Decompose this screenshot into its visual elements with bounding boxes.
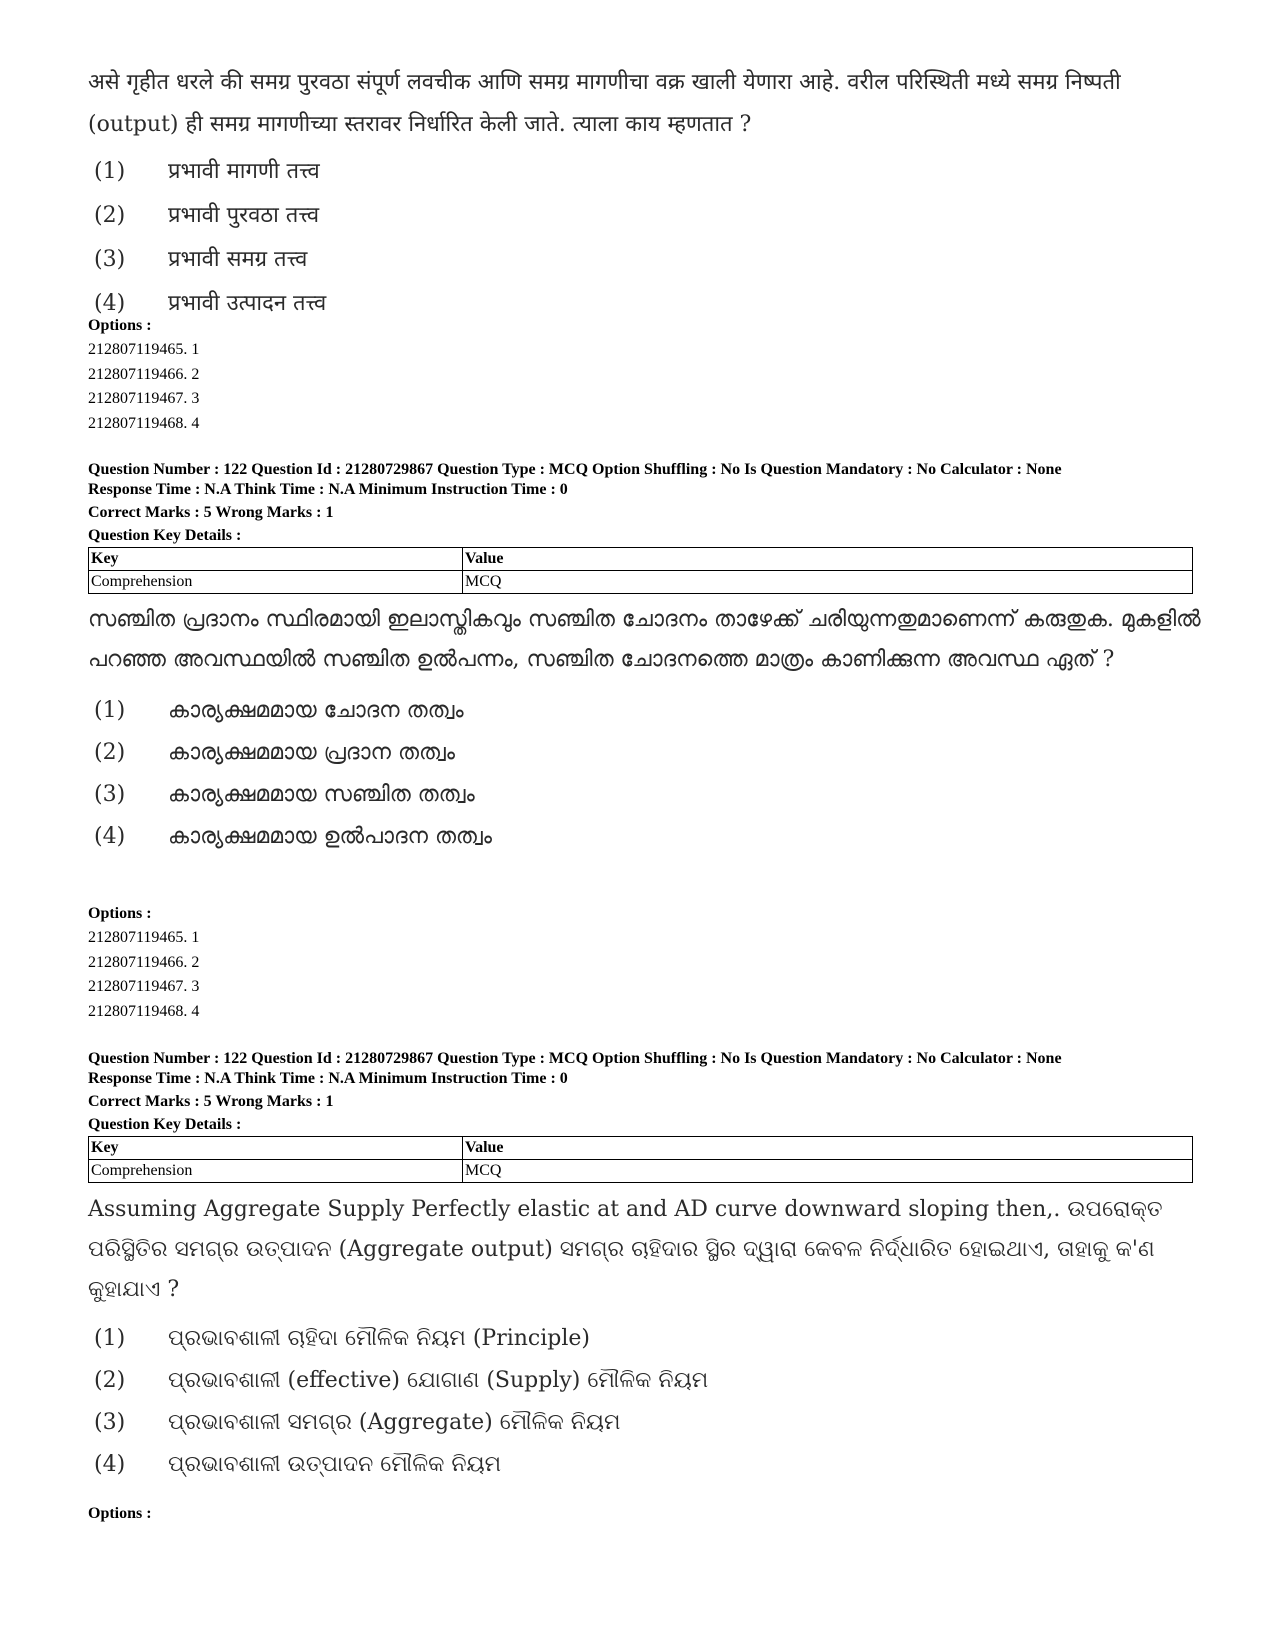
question-option: (1) प्रभावी मागणी तत्त्व: [94, 159, 320, 184]
key-details-label: Question Key Details :: [88, 1116, 242, 1133]
options-block: [88, 1502, 1203, 1526]
question-option: (3) കാര്യക്ഷമമായ സഞ്ചിത തത്വം: [94, 782, 475, 807]
question-option: (2) കാര്യക്ഷമമായ പ്രദാന തത്വം: [94, 740, 456, 765]
question-option: (3) प्रभावी समग्र तत्त्व: [94, 247, 308, 272]
option-id: 212807119468. 4: [88, 414, 200, 432]
table-cell-key: Comprehension: [89, 1160, 463, 1183]
table-cell-value: MCQ: [463, 1160, 1193, 1183]
question-image-odia: [88, 1190, 1203, 1486]
table-header-key: Key: [89, 548, 463, 571]
question-meta-line: Question Number : 122 Question Id : 21280729867 Question Type : MCQ Option Shuffling : No Is Question Mandatory : No Calculator : None: [88, 1050, 1062, 1067]
options-block: [88, 314, 1203, 436]
table-cell-key: Comprehension: [89, 571, 463, 594]
question-key-table: [88, 547, 1193, 594]
question-option: (4) കാര്യക്ഷമമായ ഉൽപാദന തത്വം: [94, 824, 493, 849]
question-option: (3) ପ୍ରଭାବଶାଳୀ ସମଗ୍ର (Aggregate) ମୌଳିକ ନିୟମ: [94, 1410, 621, 1435]
option-id: 212807119468. 4: [88, 1002, 200, 1020]
table-header-value: Value: [463, 1137, 1193, 1160]
question-meta: [88, 1049, 1203, 1135]
options-label: Options :: [88, 317, 152, 334]
question-option: (4) प्रभावी उत्पादन तत्त्व: [94, 291, 327, 316]
question-text: Assuming Aggregate Supply Perfectly elastic at and AD curve downward sloping then,. ଉପରୋକ୍ତ ପରିସ୍ଥିତିର ସମଗ୍ର ଉତ୍ପାଦନ (Aggregate output) ସମଗ୍ର ଚାହିଦାର ସ୍ଥିର ଦ୍ୱାରା କେବଳ ନିର୍ଦ୍ଧାରିତ ହୋଇଥାଏ, ତାହାକୁ କ'ଣ କୁହାଯାଏ ?: [88, 1197, 1163, 1302]
question-image-malayalam: [88, 600, 1203, 858]
question-meta-line: Response Time : N.A Think Time : N.A Minimum Instruction Time : 0: [88, 1070, 568, 1087]
question-option: (2) प्रभावी पुरवठा तत्त्व: [94, 203, 320, 228]
question-image-marathi: [88, 62, 1203, 326]
question-option: (2) ପ୍ରଭାବଶାଳୀ (effective) ଯୋଗାଣ (Supply) ମୌଳିକ ନିୟମ: [94, 1368, 709, 1393]
option-id: 212807119467. 3: [88, 978, 200, 995]
option-id: 212807119466. 2: [88, 365, 200, 383]
question-meta-line: Response Time : N.A Think Time : N.A Minimum Instruction Time : 0: [88, 481, 568, 498]
table-cell-value: MCQ: [463, 571, 1193, 594]
key-details-label: Question Key Details :: [88, 527, 242, 544]
question-option: (1) കാര്യക്ഷമമായ ചോദന തത്വം: [94, 698, 464, 723]
options-label: Options :: [88, 905, 152, 922]
option-id: 212807119466. 2: [88, 953, 200, 971]
option-id: 212807119465. 1: [88, 341, 200, 358]
question-option: (4) ପ୍ରଭାବଶାଳୀ ଉତ୍ପାଦନ ମୌଳିକ ନିୟମ: [94, 1452, 502, 1477]
table-header-value: Value: [463, 548, 1193, 571]
option-id: 212807119465. 1: [88, 929, 200, 946]
options-block: [88, 902, 1203, 1024]
table-header-key: Key: [89, 1137, 463, 1160]
question-key-table: [88, 1136, 1193, 1183]
options-label: Options :: [88, 1505, 152, 1522]
question-meta-line: Question Number : 122 Question Id : 21280729867 Question Type : MCQ Option Shuffling : No Is Question Mandatory : No Calculator : None: [88, 461, 1062, 478]
marks-line: Correct Marks : 5 Wrong Marks : 1: [88, 504, 334, 521]
question-option: (1) ପ୍ରଭାବଶାଳୀ ଚାହିଦା ମୌଳିକ ନିୟମ (Principle): [94, 1326, 591, 1351]
option-id: 212807119467. 3: [88, 390, 200, 407]
question-text: असे गृहीत धरले की समग्र पुरवठा संपूर्ण लवचीक आणि समग्र मागणीचा वक्र खाली येणारा आहे. वरील परिस्थिती मध्ये समग्र निष्पती (output) ही समग्र मागणीच्या स्तरावर निर्धारित केली जाते. त्याला काय म्हणतात ?: [88, 70, 1121, 137]
question-text: സഞ്ചിത പ്രദാനം സ്ഥിരമായി ഇലാസ്തികവും സഞ്ചിത ചോദനം താഴേക്ക് ചരിയുന്നതുമാണെന്ന് കരുതുക. മുകളിൽ പറഞ്ഞ അവസ്ഥയിൽ സഞ്ചിത ഉൽപന്നം, സഞ്ചിത ചോദനത്തെ മാത്രം കാണിക്കുന്ന അവസ്ഥ ഏത് ?: [88, 607, 1201, 672]
marks-line: Correct Marks : 5 Wrong Marks : 1: [88, 1093, 334, 1110]
question-meta: [88, 460, 1203, 546]
